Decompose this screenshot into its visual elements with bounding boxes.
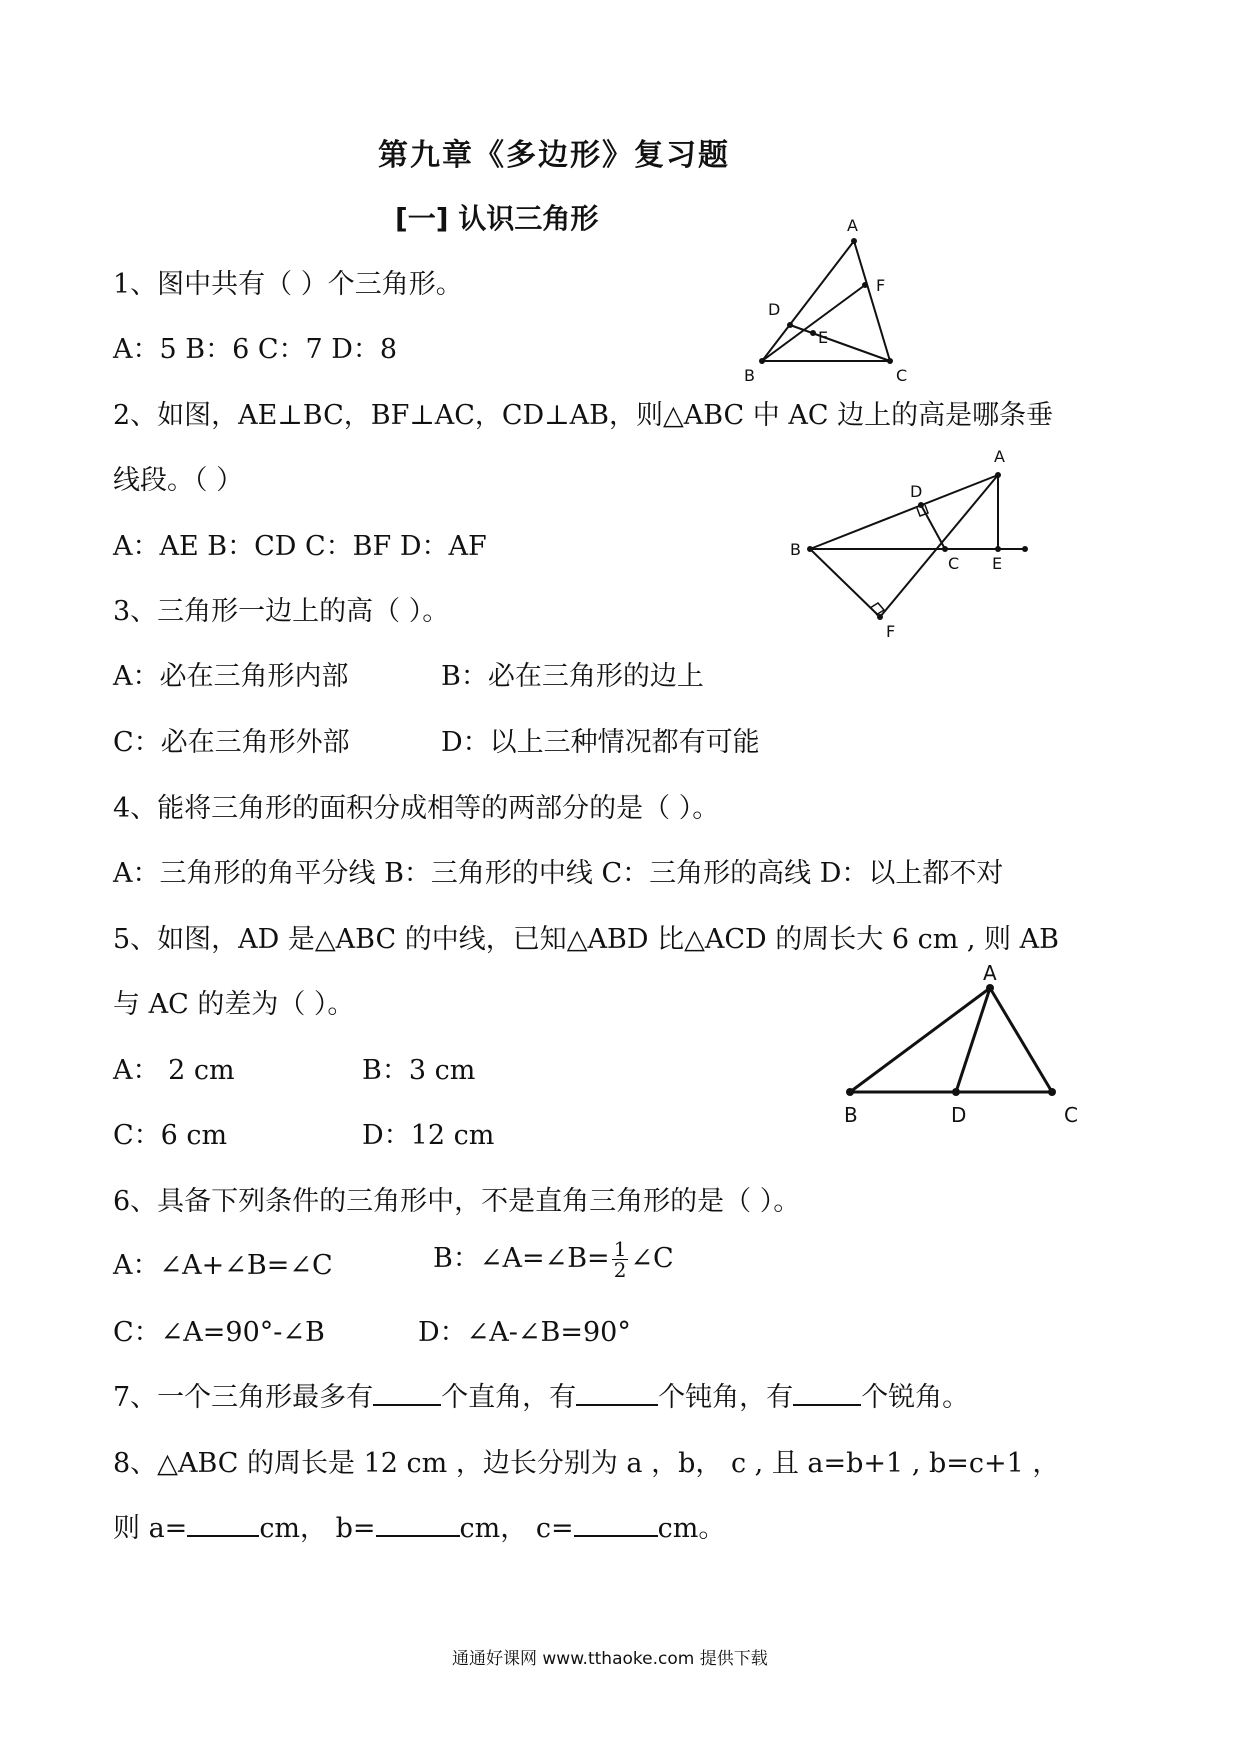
question-2-stem: 2、如图，AE⊥BC，BF⊥AC，CD⊥AB，则△ABC 中 AC 边上的高是哪条垂 bbox=[113, 400, 1054, 431]
question-2-options: A：AE B：CD C：BF D：AF bbox=[113, 531, 487, 562]
fig1-label-b: B bbox=[744, 366, 755, 385]
question-6-option-b-post: ∠C bbox=[630, 1243, 674, 1274]
question-7 bbox=[113, 1375, 969, 1414]
question-5-stem: 5、如图，AD 是△ABC 的中线，已知△ABD 比△ACD 的周长大 6 cm , 则 AB bbox=[113, 924, 1059, 955]
question-3-option-b: B：必在三角形的边上 bbox=[441, 661, 704, 692]
question-8-part-4: cm。 bbox=[657, 1513, 726, 1544]
figure-3-triangle bbox=[830, 960, 1090, 1130]
question-5-option-b: B：3 cm bbox=[362, 1055, 476, 1086]
question-2-stem-cont: 线段。（ ） bbox=[113, 465, 244, 496]
question-7-part-4: 个锐角。 bbox=[861, 1382, 970, 1413]
question-8-stem: 8、△ABC 的周长是 12 cm ，边长分别为 a ，b， c , 且 a=b+1 , b=c+1 ， bbox=[113, 1448, 1060, 1479]
question-6-option-d: D：∠A-∠B=90° bbox=[418, 1317, 631, 1348]
fig1-label-d: D bbox=[768, 300, 781, 319]
fig3-label-b: B bbox=[844, 1103, 858, 1127]
fraction-numerator: 1 bbox=[613, 1237, 627, 1261]
figure-2-triangle bbox=[790, 445, 1040, 645]
fraction-one-half bbox=[612, 1239, 629, 1280]
question-6-option-b bbox=[433, 1236, 674, 1280]
question-3-option-a: A：必在三角形内部 bbox=[113, 661, 349, 692]
question-3-option-d: D：以上三种情况都有可能 bbox=[441, 727, 760, 758]
fig3-label-d: D bbox=[951, 1103, 967, 1127]
question-6-option-b-pre: B：∠A=∠B= bbox=[433, 1243, 610, 1274]
question-1-options: A：5 B：6 C：7 D：8 bbox=[113, 334, 398, 365]
fig2-label-b: B bbox=[790, 540, 801, 559]
fig1-label-f: F bbox=[876, 276, 886, 295]
fig1-label-c: C bbox=[896, 366, 908, 385]
question-7-part-2: 个直角，有 bbox=[441, 1382, 577, 1413]
answer-blank-acute-angles[interactable] bbox=[793, 1382, 861, 1406]
answer-blank-c[interactable] bbox=[574, 1513, 658, 1537]
figure-1-triangle bbox=[730, 215, 930, 395]
question-6-option-a: A：∠A+∠B=∠C bbox=[113, 1250, 333, 1281]
question-4-options: A：三角形的角平分线 B：三角形的中线 C：三角形的高线 D：以上都不对 bbox=[113, 858, 1004, 889]
question-7-part-1: 7、一个三角形最多有 bbox=[113, 1382, 374, 1413]
answer-blank-right-angles[interactable] bbox=[373, 1382, 441, 1406]
fig2-label-c: C bbox=[948, 554, 960, 573]
fig2-label-d: D bbox=[910, 482, 923, 501]
question-5-option-a: A： 2 cm bbox=[113, 1055, 235, 1086]
page-title: 第九章《多边形》复习题 bbox=[378, 138, 730, 173]
question-3-stem: 3、三角形一边上的高（ ）。 bbox=[113, 596, 450, 627]
fraction-denominator: 2 bbox=[613, 1258, 627, 1282]
fig2-label-e: E bbox=[992, 554, 1003, 573]
answer-blank-obtuse-angles[interactable] bbox=[576, 1382, 658, 1406]
question-5-option-d: D：12 cm bbox=[362, 1120, 495, 1151]
answer-blank-a[interactable] bbox=[187, 1513, 259, 1537]
answer-blank-b[interactable] bbox=[376, 1513, 460, 1537]
question-8-part-2: cm， b= bbox=[259, 1513, 376, 1544]
question-8-answers bbox=[113, 1506, 725, 1545]
fig3-label-c: C bbox=[1064, 1103, 1078, 1127]
question-5-stem-cont: 与 AC 的差为（ ）。 bbox=[113, 989, 355, 1020]
question-8-part-1: 则 a= bbox=[113, 1513, 188, 1544]
question-4-stem: 4、能将三角形的面积分成相等的两部分的是（ ）。 bbox=[113, 793, 720, 824]
fig2-label-f: F bbox=[886, 622, 896, 641]
fig2-label-a: A bbox=[994, 447, 1005, 466]
question-5-option-c: C：6 cm bbox=[113, 1120, 228, 1151]
fig1-label-a: A bbox=[847, 216, 858, 235]
fig1-label-e: E bbox=[818, 328, 829, 347]
question-6-option-c: C：∠A=90°-∠B bbox=[113, 1317, 325, 1348]
question-1-stem: 1、图中共有（ ）个三角形。 bbox=[113, 269, 463, 300]
page-footer: 通通好课网 www.tthaoke.com 提供下载 bbox=[452, 1649, 768, 1669]
question-7-part-3: 个钝角，有 bbox=[658, 1382, 794, 1413]
question-3-option-c: C：必在三角形外部 bbox=[113, 727, 350, 758]
question-8-part-3: cm， c= bbox=[459, 1513, 574, 1544]
question-6-stem: 6、具备下列条件的三角形中，不是直角三角形的是（ ）。 bbox=[113, 1186, 801, 1217]
fig3-label-a: A bbox=[983, 961, 997, 985]
section-heading: [一] 认识三角形 bbox=[395, 202, 599, 235]
